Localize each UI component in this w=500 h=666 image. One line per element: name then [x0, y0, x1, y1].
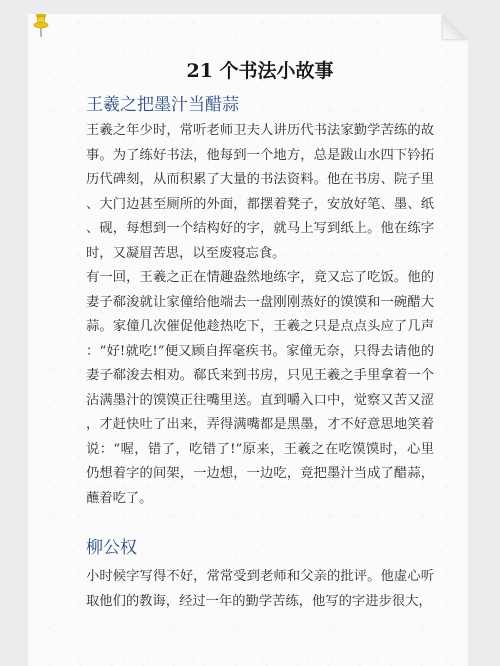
document-body [86, 60, 434, 614]
page-fold-corner [443, 14, 468, 39]
section-heading-liu-gongquan: 柳公权 [86, 538, 137, 558]
section-paragraph: 小时候字写得不好，常常受到老师和父亲的批评。他虚心听取他们的教诲，经过一年的勤学苦练，他写的字进步很大， [86, 569, 434, 609]
section-paragraph: 王羲之年少时，常听老师卫夫人讲历代书法家勤学苦练的故事。为了练好书法，他每到一个地方，总是跋山水四下钤拓历代碑刻，从而积累了大量的书法资料。他在书房、院子里、大门边甚至厕所的外面，都摆着凳子，安放好笔、墨、纸、砚，每想到一个结构好的字，就马上写到纸上。他在练字时，又凝眉苦思，以至废寝忘食。 [86, 123, 434, 261]
section-heading-wang-xizhi: 王羲之把墨汁当醋蒜 [86, 95, 239, 115]
pushpin-icon [32, 14, 50, 38]
document-title: 21 个书法小故事 [186, 60, 334, 82]
section-paragraph: 有一回，王羲之正在情趣盎然地练字，竟又忘了吃饭。他的妻子郗浚就让家僮给他端去一盘刚刚蒸好的馍馍和一碗醋大蒜。家僮几次催促他趁热吃下，王羲之只是点点头应了几声：“好!就吃!”便又顾自挥毫疾书。家僮无奈，只得去请他的妻子郗浚去相劝。郗氏来到书房，只见王羲之手里拿着一个沾满墨汁的馍馍正往嘴里送。直到嚼入口中，觉察又苦又涩，才赶快吐了出来，弄得满嘴都是黑墨，才不好意思地笑着说：“喔，错了，吃错了!”原来，王羲之在吃馍馍时，心里仍想着字的间架，一边想，一边吃，竟把墨汁当成了醋蒜，蘸着吃了。 [86, 270, 434, 506]
